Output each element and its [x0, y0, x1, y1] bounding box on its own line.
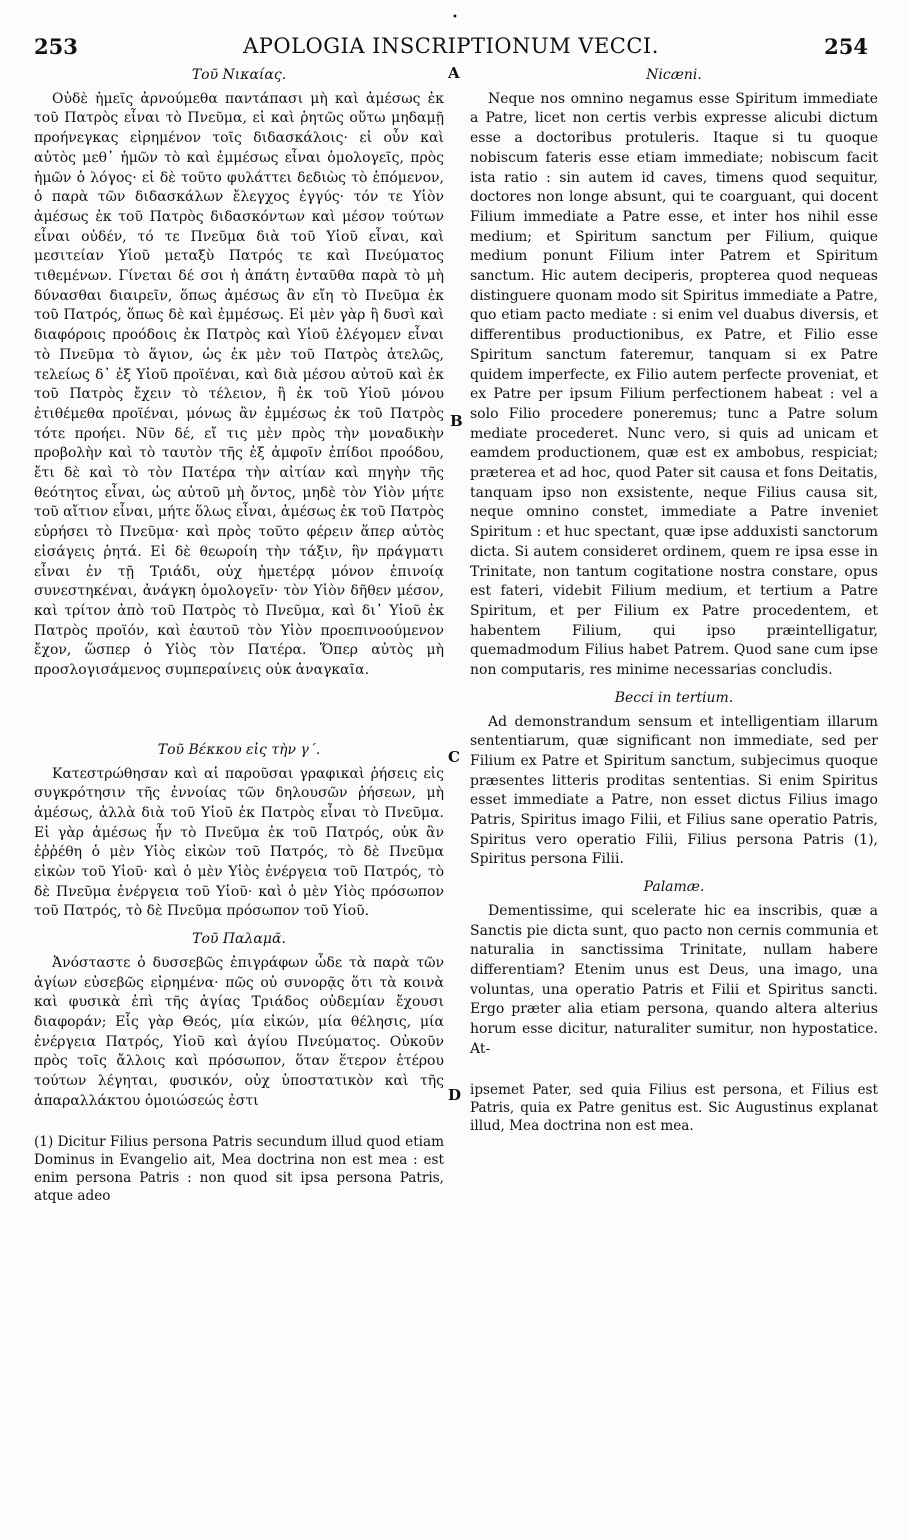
- margin-letter-d: D: [448, 1086, 462, 1104]
- greek-section-1-text: Οὐδὲ ἡμεῖς ἀρνούμεθα παντάπασι μὴ καὶ ἀμέσως ἐκ τοῦ Πατρὸς εἶναι τὸ Πνεῦμα, εἰ καὶ ῥητῶς οὕτω μηδαμῇ προήνεγκας εἰρημένον τοῖς διδασκάλοις· εἰ οὖν καὶ αὐτὸς μεθ᾽ ἡμῶν τὸ καὶ ἐμμέσως εἶναι ὁμολογεῖς, πρὸς ἡμῶν ὁ λόγος· εἰ δὲ τοῦτο φυλάττει δεδιὼς τὸ ἑπόμενον, ὁ παρὰ τῶν διδασκάλων ἔλεγχος ἐγγύς· τόν τε Υἱὸν ἀμέσως ἐκ τοῦ Πατρὸς διδασκόντων καὶ μέσον τούτων εἶναι οὐδέν, τό τε Πνεῦμα διὰ τοῦ Υἱοῦ εἶναι, καὶ μεσιτείαν Υἱοῦ μεταξὺ Πατρός τε καὶ Πνεύματος τιθεμένων. Γίνεται δέ σοι ἡ ἀπάτη ἐνταῦθα παρὰ τὸ μὴ δύνασθαι διαιρεῖν, ὅπως ἀμέσως ἂν εἴη τὸ Πνεῦμα ἐκ τοῦ Πατρός, ὅπως δὲ καὶ ἐμμέσως. Εἰ μὲν γὰρ ἢ δυσὶ καὶ διαφόροις προόδοις ἐκ Πατρὸς καὶ Υἱοῦ ἐλέγομεν εἶναι τὸ Πνεῦμα τὸ ἅγιον, ὡς ἐκ μὲν τοῦ Πατρὸς ἀτελῶς, τελείως δ᾽ ἐξ Υἱοῦ προϊέναι, καὶ διὰ μέσου αὐτοῦ καὶ ἐκ τοῦ Πατρὸς ἔχειν τὸ τέλειον, ἢ ἐκ τοῦ Υἱοῦ μόνου ἐτιθέμεθα προϊέναι, μόνως ἂν ἐμμέσως ἐκ τοῦ Πατρὸς τότε προήει. Νῦν δέ, εἴ τις μὲν πρὸς τὴν μοναδικὴν προβολὴν καὶ τὸ ταυτὸν τῆς ἐξ ἀμφοῖν ἐπίδοι προόδου, ἔτι δὲ καὶ τὸ τὸν Πατέρα τὴν αἰτίαν καὶ πηγὴν τῆς θεότητος εἶναι, ὡς αὐτοῦ μὴ ὄντος, μηδὲ τὸν Υἱὸν μήτε τοῦ αἴτιον εἶναι, μήτε ὅλως εἶναι, ἀμέσως ἐκ τοῦ Πατρὸς εὑρήσει τὸ Πνεῦμα· καὶ πρὸς τοῦτο φέρειν ἅπερ αὐτὸς εἰσάγεις ῥητά. Εἰ δὲ θεωροίη τὴν τάξιν, ἣν πράγματι εἶναι ἐν τῇ Τριάδι, οὐχ ἡμετέρᾳ μόνον ἐπινοίᾳ συνεστηκέναι, ἀνάγκη ὁμολογεῖν· τὸν Υἱὸν δῆθεν μέσον, καὶ τρίτον ἀπὸ τοῦ Πατρὸς τὸ Πνεῦμα, καὶ δι᾽ Υἱοῦ ἐκ Πατρὸς προϊόν, καὶ ἑαυτοῦ τὸν Υἱὸν προεπινοούμενον ἔχον, ὥσπερ ὁ Υἱὸς τὸν Πατέρα. Ὅπερ αὐτὸς μὴ προσλογισάμενος συμπεραίνεις οὐκ ἀναγκαῖα.: [34, 90, 444, 679]
- margin-letter-c: C: [448, 748, 460, 766]
- greek-section-2-title: Τοῦ Βέκκου εἰς τὴν γ΄.: [157, 741, 321, 758]
- running-title: APOLOGIA INSCRIPTIONUM VECCI.: [243, 34, 659, 58]
- greek-section-3-text: Ἀνόσταστε ὁ δυσσεβῶς ἐπιγράφων ὧδε τὰ παρὰ τῶν ἁγίων εὐσεβῶς εἰρημένα· πῶς οὐ συνορᾷς ὅτι τὰ κοινὰ καὶ φυσικὰ ἐπὶ τῆς ἁγίας Τριάδος οὐδεμίαν ἔχουσι διαφοράν; Εἷς γὰρ Θεός, μία εἰκών, μία θέλησις, μία ἐνέργεια Πατρός, Υἱοῦ καὶ ἁγίου Πνεύματος. Οὐκοῦν πρὸς τοῖς ἄλλοις καὶ πρόσωπον, ὅταν ἕτερον ἑτέρου τούτων λέγηται, φυσικόν, οὐχ ὑποστατικὸν καὶ τῆς ἀπαραλλάκτου ὁμοιώσεώς ἐστι: [34, 954, 444, 1109]
- right-page-number: 254: [824, 34, 868, 59]
- latin-section-1-text: Neque nos omnino negamus esse Spiritum immediate a Patre, licet non certis verbis expresse alicubi dictum esse a doctoribus protuleris. Itaque si tu quoque nobiscum fateris esse etiam immediate; nobiscum facit ista ratio : sin autem id caves, timens quod sequitur, doctores non longe absunt, qui te coarguant, qui docent Filium immediate a Patre esse, et inter hos nihil esse medium; et Spiritum sanctum per Filium, quique medium ponunt Filium inter Patrem et Spiritum sanctum. Hic autem deciperis, propterea quod nequeas distinguere quonam modo sit Spiritus immediate a Patre, quo etiam pacto mediate : si enim vel duabus diversis, et differentibus productionibus, ex Patre, et Filio esse Spiritum sanctum fateremur, tanquam si ex Patre quidem imperfecte, ex Filio autem perfecte proveniat, et ex Patre per ipsum Filium perfectionem habeat : vel a solo Filio procedere poneremus; tunc a Patre solum mediate procederet. Nunc vero, si quis ad unicam et eamdem productionem, quæ est ex ambobus, respiciat; præterea et ad hoc, quod Pater sit causa et fons Deitatis, tanquam ipso non exsistente, neque Filius causa sit, neque omnino constet, immediate a Patre inveniet Spiritum : et huc spectant, quæ ipse adduxisti sanctorum dicta. Si autem consideret ordinem, quem re ipsa esse in Trinitate, non tantum cogitatione nostra constare, opus est fateri, videbit Filium medium, et tertium a Patre Spiritum, et per Filium ex Patre procedentem, et habentem Filium, qui ipso præintelligatur, quemadmodum Filius habet Patrem. Quod sane cum ipse non computaris, res minime necessarias concludis.: [470, 90, 878, 679]
- left-page-number: 253: [34, 34, 78, 59]
- greek-section-1-title: Τοῦ Νικαίας.: [191, 67, 287, 83]
- margin-letter-b: B: [450, 412, 463, 430]
- latin-section-2-text: Ad demonstrandum sensum et intelligentiam illarum sententiarum, quæ significant non immediate, sed per Filium ex Patre et Spiritum sanctum, subjecimus quoque præsentes litteris proditas sententias. Si enim Spiritus esset immediate a Patre, non esset dictus Filius imago Patris, Spiritus imago Filii, et Filius sane operatio Patris, Spiritus vero operatio Filii, Filius persona Patris (1), Spiritus persona Filii.: [470, 713, 878, 868]
- latin-section-3-text: Dementissime, qui scelerate hic ea inscribis, quæ a Sanctis pie dicta sunt, quo pacto non cernis communia et naturalia in sanctissima Trinitate, nullam habere differentiam? Etenim unus est Deus, una imago, una voluntas, una operatio Patris et Filii et Spiritus sancti. Ergo præter alia etiam persona, quando altera alterius horum esse dicitur, naturaliter sumitur, non hypostatice. At-: [470, 902, 878, 1057]
- greek-section-3-title: Τοῦ Παλαμᾶ.: [192, 931, 286, 948]
- page-header: [34, 34, 868, 60]
- greek-footnote: (1) Dicitur Filius persona Patris secundum illud quod etiam Dominus in Evangelio ait, Mea doctrina non est mea : est enim persona Patris : non quod sit ipsa persona Patris, atque adeo: [34, 1134, 444, 1205]
- latin-column: [470, 66, 878, 1135]
- greek-column: [34, 66, 444, 1205]
- latin-section-1-title: Nicæni.: [646, 67, 702, 83]
- top-mark: •: [452, 12, 458, 23]
- greek-section-2-text: Κατεστρώθησαν καὶ αἱ παροῦσαι γραφικαὶ ῥήσεις εἰς συγκρότησιν τῆς ἐννοίας τῶν δηλουσῶν ῥήσεων, μὴ ἀμέσως, ἀλλὰ διὰ τοῦ Υἱοῦ ἐκ Πατρὸς εἶναι τὸ Πνεῦμα. Εἰ γὰρ ἀμέσως ἦν τὸ Πνεῦμα ἐκ τοῦ Πατρός, οὐκ ἂν ἐῤῥέθη ὁ μὲν Υἱὸς εἰκὼν τοῦ Πατρός, τὸ δὲ Πνεῦμα εἰκὼν τοῦ Υἱοῦ· καὶ ὁ μὲν Υἱὸς ἐνέργεια τοῦ Πατρός, τὸ δὲ Πνεῦμα ἐνέργεια τοῦ Υἱοῦ· καὶ ὁ μὲν Υἱὸς πρόσωπον τοῦ Πατρός, τὸ δὲ Πνεῦμα πρόσωπον τοῦ Υἱοῦ.: [34, 765, 444, 920]
- margin-letter-a: A: [448, 64, 460, 82]
- latin-footnote: ipsemet Pater, sed quia Filius est persona, et Filius est Patris, quia ex Patre genitus est. Sic Augustinus explanat illud, Mea doctrina non est mea.: [470, 1082, 878, 1135]
- latin-section-3-title: Palamæ.: [643, 879, 705, 896]
- latin-section-2-title: Becci in tertium.: [614, 689, 734, 706]
